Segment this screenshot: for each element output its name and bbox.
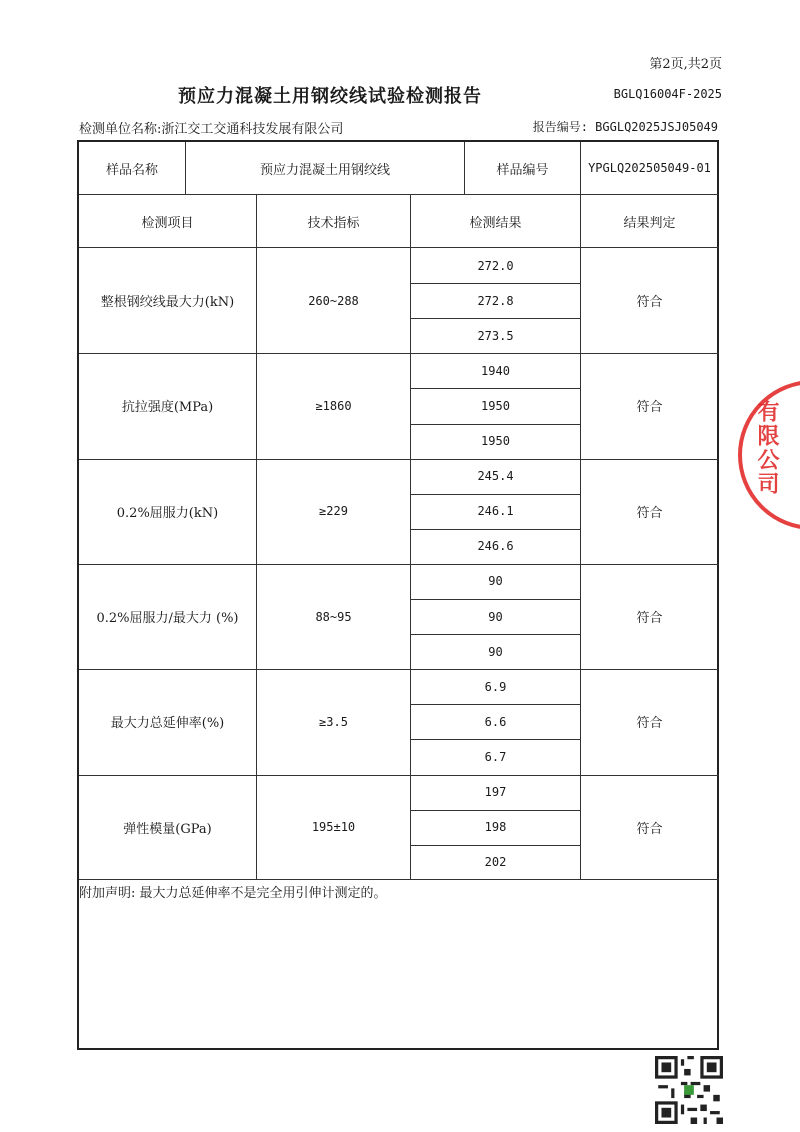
test-result: 1950 xyxy=(481,434,510,449)
technical-spec: ≥1860 xyxy=(315,398,352,413)
form-code: BGLQ16004F-2025 xyxy=(613,87,722,101)
sample-no-label: 样品编号 xyxy=(496,162,549,178)
result-verdict: 符合 xyxy=(636,821,663,837)
test-item: 弹性模量(GPa) xyxy=(123,821,212,837)
sample-no-value: YPGLQ202505049-01 xyxy=(588,161,711,175)
test-item: 最大力总延伸率(%) xyxy=(110,716,225,732)
sample-name-value: 预应力混凝土用钢绞线 xyxy=(259,162,390,178)
test-result: 246.6 xyxy=(477,539,514,554)
sample-name-label: 样品名称 xyxy=(105,162,158,178)
technical-spec: ≥229 xyxy=(319,504,348,519)
test-result: 198 xyxy=(484,820,507,835)
result-verdict: 符合 xyxy=(636,400,663,416)
test-result: 272.0 xyxy=(477,258,514,273)
test-result: 245.4 xyxy=(477,469,514,484)
report-number: 报告编号: BGGLQ2025JSJ05049 xyxy=(532,120,718,134)
result-verdict: 符合 xyxy=(636,505,663,521)
column-header-spec: 技术指标 xyxy=(307,215,360,231)
test-item: 0.2%屈服力/最大力 (%) xyxy=(96,611,239,627)
technical-spec: 260~288 xyxy=(308,293,359,308)
test-item: 0.2%屈服力(kN) xyxy=(116,505,219,521)
report-title: 预应力混凝土用钢绞线试验检测报告 xyxy=(178,86,482,107)
test-result: 273.5 xyxy=(477,328,514,343)
test-result: 6.9 xyxy=(484,679,507,694)
result-verdict: 符合 xyxy=(636,611,663,627)
test-result: 6.6 xyxy=(484,714,507,729)
test-result: 1950 xyxy=(481,398,510,413)
test-item: 抗拉强度(MPa) xyxy=(121,400,214,416)
column-header-verdict: 结果判定 xyxy=(623,215,676,231)
test-result: 246.1 xyxy=(477,504,514,519)
result-verdict: 符合 xyxy=(636,295,663,311)
page-number: 第2页,共2页 xyxy=(649,57,722,72)
test-result: 90 xyxy=(488,644,503,659)
column-header-item: 检测项目 xyxy=(141,215,194,231)
qr-code-icon xyxy=(655,1055,723,1125)
test-result: 6.7 xyxy=(484,749,507,764)
technical-spec: 88~95 xyxy=(315,609,352,624)
test-result: 197 xyxy=(484,785,507,800)
additional-statement: 附加声明: 最大力总延伸率不是完全用引伸计测定的。 xyxy=(79,886,387,901)
test-result: 90 xyxy=(488,574,503,589)
seal-text: 有限公司 xyxy=(754,400,780,496)
technical-spec: ≥3.5 xyxy=(319,714,348,729)
result-verdict: 符合 xyxy=(636,716,663,732)
test-result: 272.8 xyxy=(477,293,514,308)
column-header-result: 检测结果 xyxy=(469,215,522,231)
technical-spec: 195±10 xyxy=(311,820,356,835)
test-result: 90 xyxy=(488,609,503,624)
testing-organization: 检测单位名称:浙江交工交通科技发展有限公司 xyxy=(79,122,344,137)
test-item: 整根钢绞线最大力(kN) xyxy=(100,295,235,311)
test-result: 202 xyxy=(484,855,507,870)
test-result: 1940 xyxy=(481,363,510,378)
